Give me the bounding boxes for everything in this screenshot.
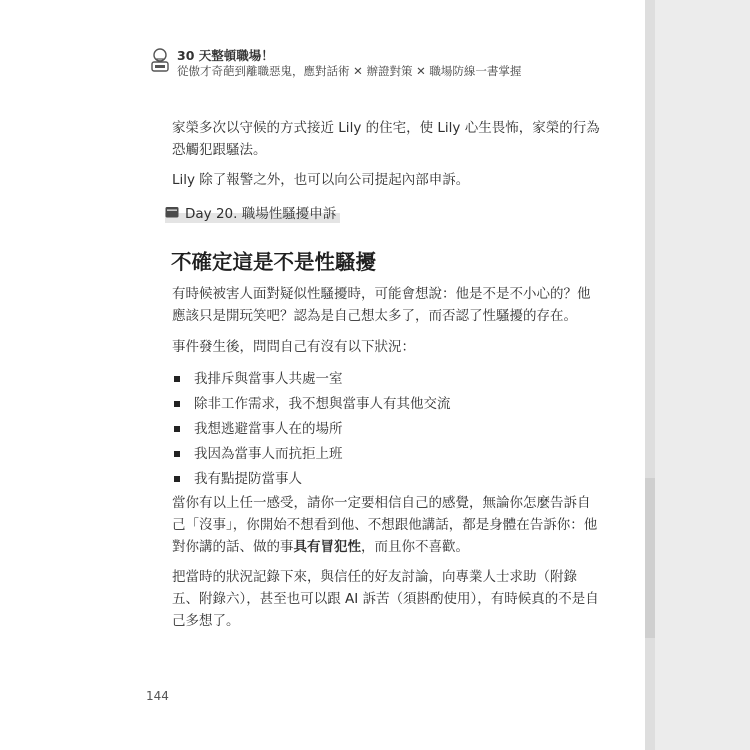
book-subtitle: 從傲才奇葩到離職惡鬼，應對話術 ✕ 辦證對策 ✕ 職場防線一書掌握 [177,64,522,78]
paragraph-trust-feelings [172,492,602,558]
paragraph-record-situation: 把當時的狀況記錄下來，與信任的好友討論，向專業人士求助（附錄五、附錄六），甚至也可以跟 AI 訴苦（須斟酌使用），有時候真的不是自己多想了。 [172,569,599,629]
bullet-icon [174,376,180,382]
paragraph-doubt: 有時候被害人面對疑似性騷擾時，可能會想說：他是不是不小心的？他應該只是開玩笑吧？認為是自己想太多了，而否認了性騷擾的存在。 [172,286,591,324]
bullet-icon [174,426,180,432]
list-item-text: 我有點提防當事人 [194,470,302,487]
symptom-list [172,366,451,491]
emphasis-offensive: 具有冒犯性 [293,539,361,555]
page-edge [645,0,750,750]
running-header [149,44,619,80]
list-item [172,391,451,416]
paragraph-trust-feelings-end: ，而且你不喜歡。 [361,539,469,555]
day-label-text: Day 20. 職場性騷擾申訴 [185,206,337,222]
bullet-icon [174,476,180,482]
list-item-text: 除非工作需求，我不想與當事人有其他交流 [194,395,451,412]
folder-icon [165,206,179,218]
bullet-icon [174,451,180,457]
section-heading: 不確定這是不是性騷擾 [171,250,376,274]
paragraph-complaint: Lily 除了報警之外，也可以向公司提起內部申訴。 [172,172,470,188]
page-edge-mark [645,478,655,638]
paragraph-trust-feelings-start: 當你有以上任一感受，請你一定要相信自己的感覺，無論你怎麼告訴自己「沒事」，你開始不想看到他、不想跟他講話，都是身體在告訴你：他對你講的話、做的事 [172,495,598,555]
list-item [172,466,451,491]
bullet-icon [174,401,180,407]
list-item-text: 我想逃避當事人在的場所 [194,420,343,437]
list-item [172,441,451,466]
briefcase-person-icon [149,47,171,73]
paragraph-ask-yourself: 事件發生後，問問自己有沒有以下狀況： [172,339,415,355]
list-item [172,416,451,441]
book-title: 30 天整頓職場！ [177,48,274,63]
day-label [165,201,340,223]
list-item-text: 我排斥與當事人共處一室 [194,370,343,387]
page-number: 144 [146,689,169,703]
list-item-text: 我因為當事人而抗拒上班 [194,445,343,462]
paragraph-stalking: 家榮多次以守候的方式接近 Lily 的住宅，使 Lily 心生畏怖，家榮的行為恐觸犯跟騷法。 [172,120,600,158]
list-item [172,366,451,391]
